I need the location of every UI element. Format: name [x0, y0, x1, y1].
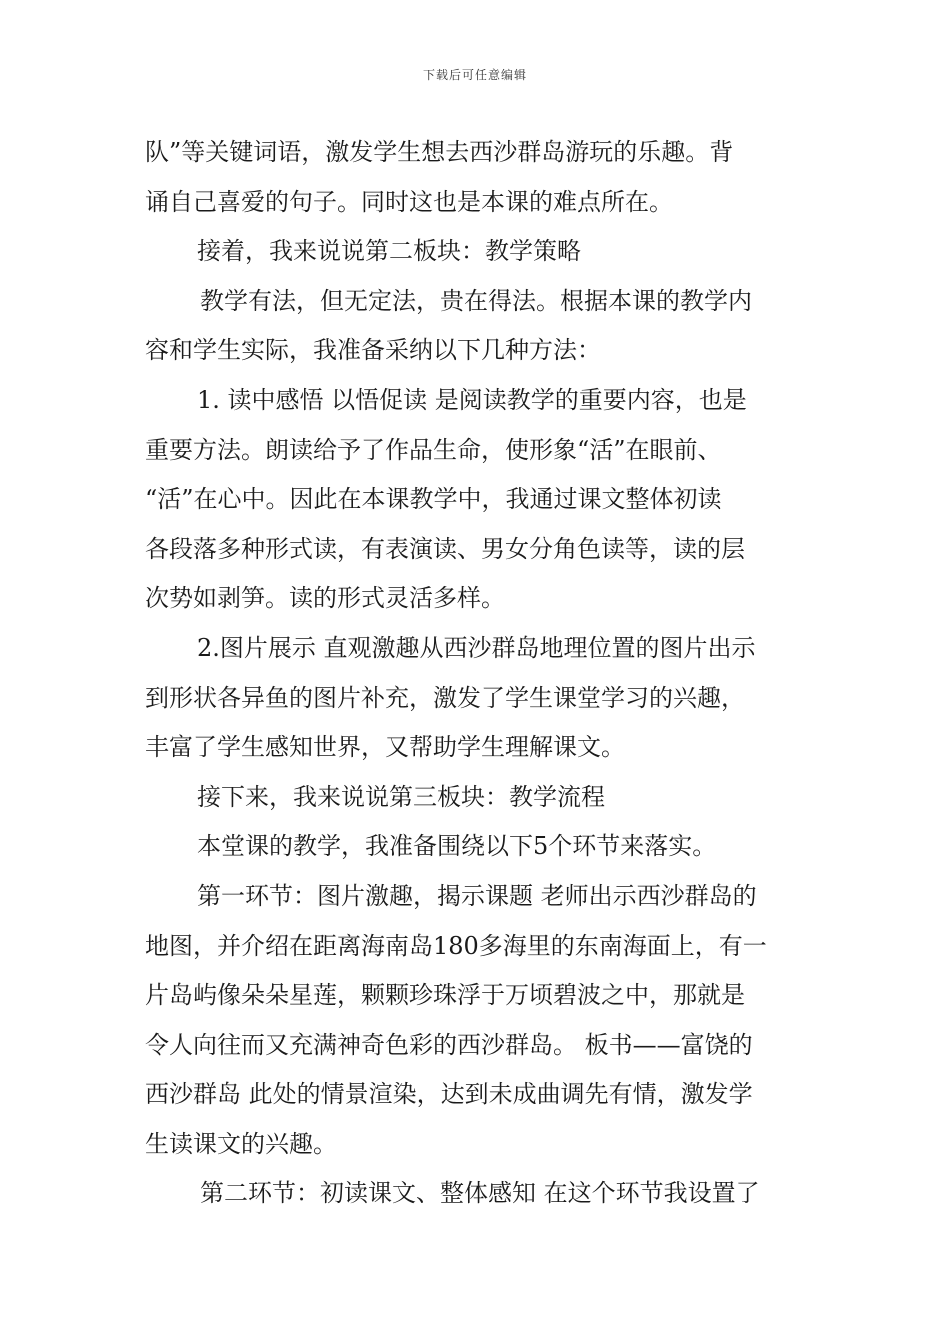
text-line-18: 片岛屿像朵朵星莲，颗颗珍珠浮于万顷碧波之中，那就是	[145, 981, 745, 1010]
text-line-15: 本堂课的教学，我准备围绕以下5个环节来落实。	[197, 832, 717, 861]
text-line-21: 生读课文的兴趣。	[145, 1129, 337, 1158]
text-line-12: 到形状各异鱼的图片补充，激发了学生课堂学习的兴趣，	[145, 683, 745, 712]
text-line-19: 令人向往而又充满神奇色彩的西沙群岛。 板书——富饶的	[145, 1030, 753, 1059]
page-header-note: 下载后可任意编辑	[422, 68, 527, 82]
text-line-5: 容和学生实际，我准备采纳以下几种方法：	[145, 336, 601, 365]
text-line-11: 2.图片展示 直观激趣从西沙群岛地理位置的图片出示	[197, 633, 756, 662]
text-line-22: 第二环节：初读课文、整体感知 在这个环节我设置了	[200, 1179, 760, 1208]
text-line-4: 教学有法，但无定法，贵在得法。根据本课的教学内	[200, 286, 752, 315]
text-line-6: 1. 读中感悟 以悟促读 是阅读教学的重要内容，也是	[197, 385, 747, 414]
text-line-16: 第一环节：图片激趣，揭示课题 老师出示西沙群岛的	[197, 881, 757, 910]
text-line-9: 各段落多种形式读，有表演读、男女分角色读等，读的层	[145, 534, 745, 563]
text-line-8: “活”在心中。因此在本课教学中，我通过课文整体初读	[145, 485, 722, 514]
text-line-13: 丰富了学生感知世界，又帮助学生理解课文。	[145, 733, 625, 762]
text-line-14: 接下来，我来说说第三板块：教学流程	[197, 782, 605, 811]
document-body	[145, 128, 810, 1219]
text-line-17: 地图，并介绍在距离海南岛180多海里的东南海面上，有一	[145, 931, 767, 960]
text-line-1: 队”等关键词语，激发学生想去西沙群岛游玩的乐趣。背	[145, 138, 734, 166]
text-line-2: 诵自己喜爱的句子。同时这也是本课的难点所在。	[145, 187, 673, 216]
text-line-10: 次势如剥笋。读的形式灵活多样。	[145, 584, 505, 613]
text-line-3: 接着，我来说说第二板块：教学策略	[197, 237, 581, 266]
text-line-7: 重要方法。朗读给予了作品生命，使形象“活”在眼前、	[145, 435, 722, 464]
text-line-20: 西沙群岛 此处的情景渲染，达到未成曲调先有情，激发学	[145, 1080, 753, 1109]
